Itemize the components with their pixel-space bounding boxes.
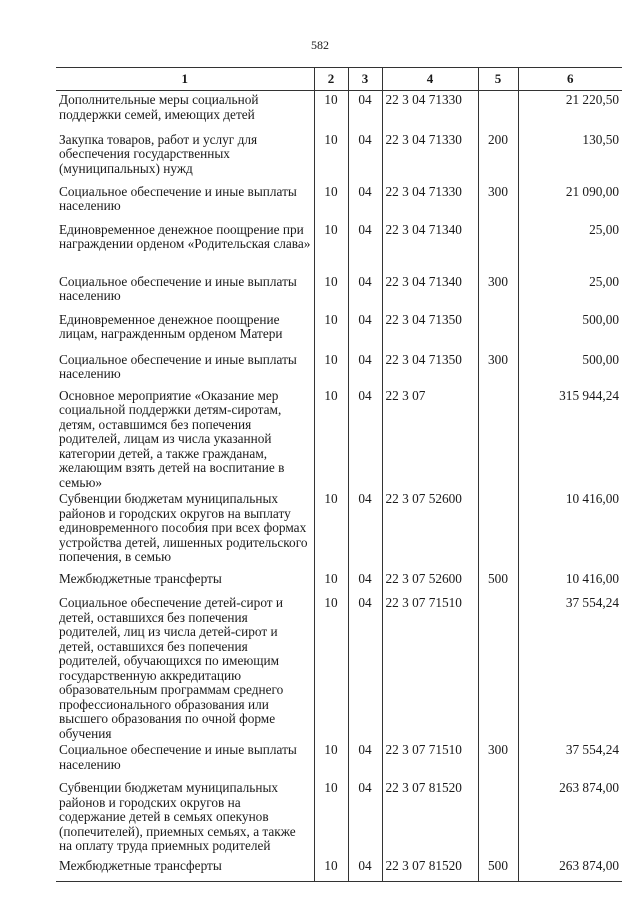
row-name: Субвенции бюджетам муниципальных районов и городских округов на содержание детей в семьях опекунов (попечителей), приемных семьях, а также на оплату труда приемных родителей: [59, 780, 296, 853]
row-subsection: 04: [348, 311, 382, 351]
row-section: 10: [314, 311, 348, 351]
row-expense-type: [478, 91, 518, 131]
table-row: [56, 311, 622, 351]
row-subsection: 04: [348, 387, 382, 491]
row-expense-type: 200: [478, 131, 518, 183]
row-target-article: 22 3 07 71510: [382, 594, 478, 741]
row-name: Социальное обеспечение и иные выплаты населению: [59, 273, 297, 303]
row-subsection: 04: [348, 221, 382, 273]
page-number: 582: [311, 38, 329, 52]
row-amount: 500,00: [518, 351, 622, 387]
row-subsection: 04: [348, 741, 382, 779]
row-amount: 25,00: [518, 221, 622, 273]
row-section: 10: [314, 351, 348, 387]
row-amount: 21 220,50: [518, 91, 622, 131]
table-row: [56, 221, 622, 273]
row-expense-type: 500: [478, 857, 518, 881]
row-subsection: 04: [348, 273, 382, 311]
row-section: 10: [314, 131, 348, 183]
table-row: [56, 857, 622, 881]
table-row: [56, 387, 622, 491]
row-section: 10: [314, 490, 348, 570]
row-section: 10: [314, 857, 348, 881]
row-amount: 500,00: [518, 311, 622, 351]
table-header-row: [56, 68, 622, 91]
row-subsection: 04: [348, 351, 382, 387]
row-name: Закупка товаров, работ и услуг для обеспечения государственных (муниципальных) нужд: [59, 131, 258, 176]
row-amount: 315 944,24: [518, 387, 622, 491]
row-subsection: 04: [348, 183, 382, 221]
row-subsection: 04: [348, 131, 382, 183]
row-expense-type: [478, 387, 518, 491]
row-amount: 37 554,24: [518, 741, 622, 779]
row-section: 10: [314, 779, 348, 857]
row-target-article: 22 3 04 71330: [382, 131, 478, 183]
row-amount: 263 874,00: [518, 857, 622, 881]
table-row: [56, 490, 622, 570]
row-expense-type: 300: [478, 183, 518, 221]
row-amount: 25,00: [518, 273, 622, 311]
row-expense-type: 300: [478, 351, 518, 387]
row-target-article: 22 3 07: [382, 387, 478, 491]
row-section: 10: [314, 741, 348, 779]
table-row: [56, 779, 622, 857]
budget-table: [56, 67, 622, 882]
header-col-4: 4: [382, 68, 478, 91]
table-row: [56, 594, 622, 741]
row-name: Социальное обеспечение и иные выплаты населению: [59, 742, 297, 772]
row-target-article: 22 3 07 71510: [382, 741, 478, 779]
row-expense-type: [478, 779, 518, 857]
row-amount: 37 554,24: [518, 594, 622, 741]
row-name: Основное мероприятие «Оказание мер социальной поддержки детям-сиротам, детям, оставшимся без попечения родителей, лицам из числа указанной категории детей, а также гражданам, желающим взять детей на воспитание в семью»: [59, 387, 285, 490]
row-target-article: 22 3 07 81520: [382, 857, 478, 881]
row-expense-type: [478, 490, 518, 570]
row-subsection: 04: [348, 594, 382, 741]
header-col-5: 5: [478, 68, 518, 91]
row-name: Дополнительные меры социальной поддержки семей, имеющих детей: [59, 92, 259, 122]
row-amount: 130,50: [518, 131, 622, 183]
row-target-article: 22 3 04 71350: [382, 351, 478, 387]
row-subsection: 04: [348, 490, 382, 570]
table-row: [56, 183, 622, 221]
row-target-article: 22 3 04 71330: [382, 183, 478, 221]
row-target-article: 22 3 07 52600: [382, 570, 478, 594]
row-name: Социальное обеспечение и иные выплаты населению: [59, 351, 297, 381]
row-target-article: 22 3 04 71350: [382, 311, 478, 351]
row-amount: 10 416,00: [518, 570, 622, 594]
row-section: 10: [314, 183, 348, 221]
row-expense-type: 500: [478, 570, 518, 594]
row-section: 10: [314, 91, 348, 131]
header-col-1: 1: [56, 68, 314, 91]
table-row: [56, 741, 622, 779]
row-name: Единовременное денежное поощрение лицам, награжденным орденом Матери: [59, 311, 283, 341]
table-row: [56, 91, 622, 131]
row-section: 10: [314, 221, 348, 273]
table-row: [56, 351, 622, 387]
row-expense-type: [478, 221, 518, 273]
row-name: Социальное обеспечение и иные выплаты населению: [59, 183, 297, 213]
row-subsection: 04: [348, 91, 382, 131]
row-section: 10: [314, 387, 348, 491]
row-expense-type: 300: [478, 741, 518, 779]
row-expense-type: [478, 311, 518, 351]
header-col-2: 2: [314, 68, 348, 91]
row-expense-type: 300: [478, 273, 518, 311]
row-amount: 21 090,00: [518, 183, 622, 221]
row-name: Социальное обеспечение детей-сирот и детей, оставшихся без попечения родителей, лиц из числа детей-сирот и детей, оставшихся без попечения родителей, обучающихся по имеющим государственную аккредитацию образовательным программам среднего профессионального образования или высшего образования по очной форме обучения: [59, 595, 284, 741]
row-section: 10: [314, 594, 348, 741]
table-row: [56, 273, 622, 311]
row-section: 10: [314, 273, 348, 311]
row-name: Межбюджетные трансферты: [56, 857, 314, 881]
row-amount: 10 416,00: [518, 490, 622, 570]
row-target-article: 22 3 07 52600: [382, 490, 478, 570]
row-target-article: 22 3 04 71330: [382, 91, 478, 131]
row-target-article: 22 3 04 71340: [382, 221, 478, 273]
header-col-6: 6: [518, 68, 622, 91]
row-target-article: 22 3 04 71340: [382, 273, 478, 311]
row-expense-type: [478, 594, 518, 741]
row-section: 10: [314, 570, 348, 594]
row-subsection: 04: [348, 857, 382, 881]
row-amount: 263 874,00: [518, 779, 622, 857]
row-name: Межбюджетные трансферты: [59, 571, 222, 586]
row-subsection: 04: [348, 779, 382, 857]
header-col-3: 3: [348, 68, 382, 91]
row-target-article: 22 3 07 81520: [382, 779, 478, 857]
row-name: Единовременное денежное поощрение при награждении орденом «Родительская слава»: [59, 221, 311, 251]
row-name: Субвенции бюджетам муниципальных районов и городских округов на выплату единовременного пособия при всех формах устройства детей, лишенных родительского попечения, в семью: [59, 491, 308, 564]
table-row: [56, 570, 622, 594]
table-row: [56, 131, 622, 183]
row-subsection: 04: [348, 570, 382, 594]
